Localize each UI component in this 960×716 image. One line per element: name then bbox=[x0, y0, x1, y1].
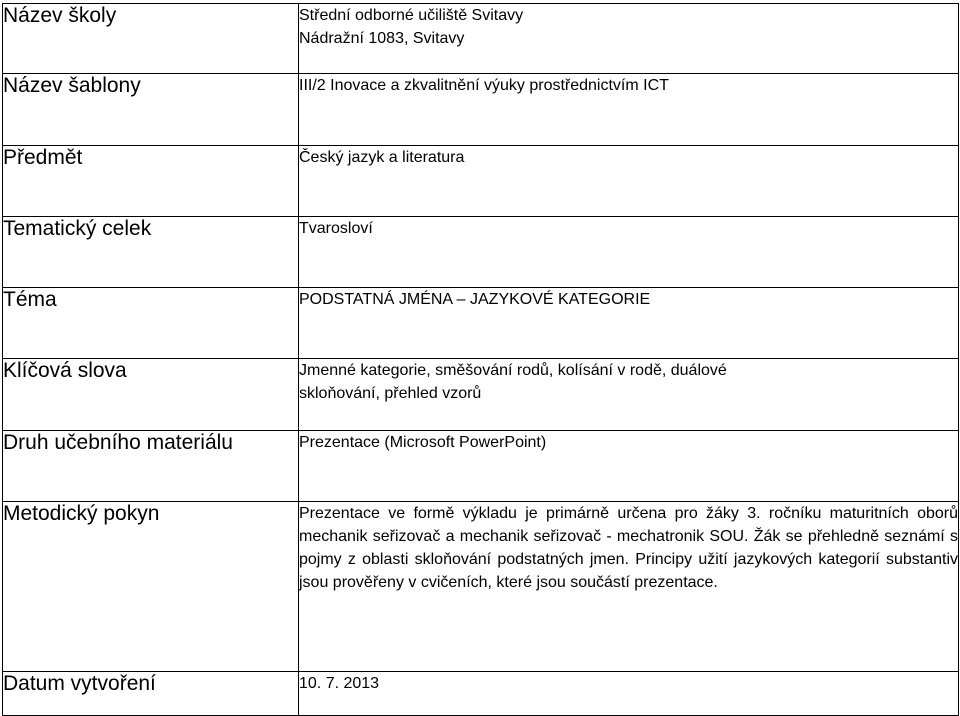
school-address: Nádražní 1083, Svitavy bbox=[299, 30, 465, 47]
row-predmet bbox=[3, 146, 959, 217]
value-nazev-skoly bbox=[299, 4, 959, 74]
label-datum-vytvoreni: Datum vytvoření bbox=[3, 672, 299, 716]
row-datum-vytvoreni bbox=[3, 672, 959, 716]
label-druh-materialu: Druh učebního materiálu bbox=[3, 431, 299, 502]
value-predmet: Český jazyk a literatura bbox=[299, 146, 959, 217]
row-nazev-skoly bbox=[3, 4, 959, 74]
row-druh-materialu bbox=[3, 431, 959, 502]
label-metodicky-pokyn: Metodický pokyn bbox=[3, 502, 299, 672]
row-tematicky-celek bbox=[3, 217, 959, 288]
keywords-line-2: skloňování, přehled vzorů bbox=[299, 385, 482, 402]
keywords-line-1: Jmenné kategorie, směšování rodů, kolísání v rodě, duálové bbox=[299, 362, 727, 379]
label-tematicky-celek: Tematický celek bbox=[3, 217, 299, 288]
row-nazev-sablony bbox=[3, 74, 959, 146]
row-klicova-slova bbox=[3, 359, 959, 431]
row-tema bbox=[3, 288, 959, 359]
value-datum-vytvoreni: 10. 7. 2013 bbox=[299, 672, 959, 716]
row-metodicky-pokyn bbox=[3, 502, 959, 672]
label-predmet: Předmět bbox=[3, 146, 299, 217]
value-nazev-sablony: III/2 Inovace a zkvalitnění výuky prostřednictvím ICT bbox=[299, 74, 959, 146]
label-klicova-slova: Klíčová slova bbox=[3, 359, 299, 431]
label-nazev-skoly: Název školy bbox=[3, 4, 299, 74]
value-klicova-slova bbox=[299, 359, 959, 431]
value-tema: PODSTATNÁ JMÉNA – JAZYKOVÉ KATEGORIE bbox=[299, 288, 959, 359]
value-metodicky-pokyn: Prezentace ve formě výkladu je primárně určena pro žáky 3. ročníku maturitních oborů mechanik seřizovač a mechanik seřizovač - mechatronik SOU. Žák se přehledně seznámí s pojmy z oblasti skloňování podstatných jmen. Principy užití jazykových kategorií substantiv jsou prověřeny v cvičeních, které jsou součástí prezentace. bbox=[299, 502, 959, 672]
metadata-table bbox=[2, 3, 959, 716]
label-nazev-sablony: Název šablony bbox=[3, 74, 299, 146]
value-druh-materialu: Prezentace (Microsoft PowerPoint) bbox=[299, 431, 959, 502]
school-name: Střední odborné učiliště Svitavy bbox=[299, 7, 524, 24]
label-tema: Téma bbox=[3, 288, 299, 359]
value-tematicky-celek: Tvarosloví bbox=[299, 217, 959, 288]
